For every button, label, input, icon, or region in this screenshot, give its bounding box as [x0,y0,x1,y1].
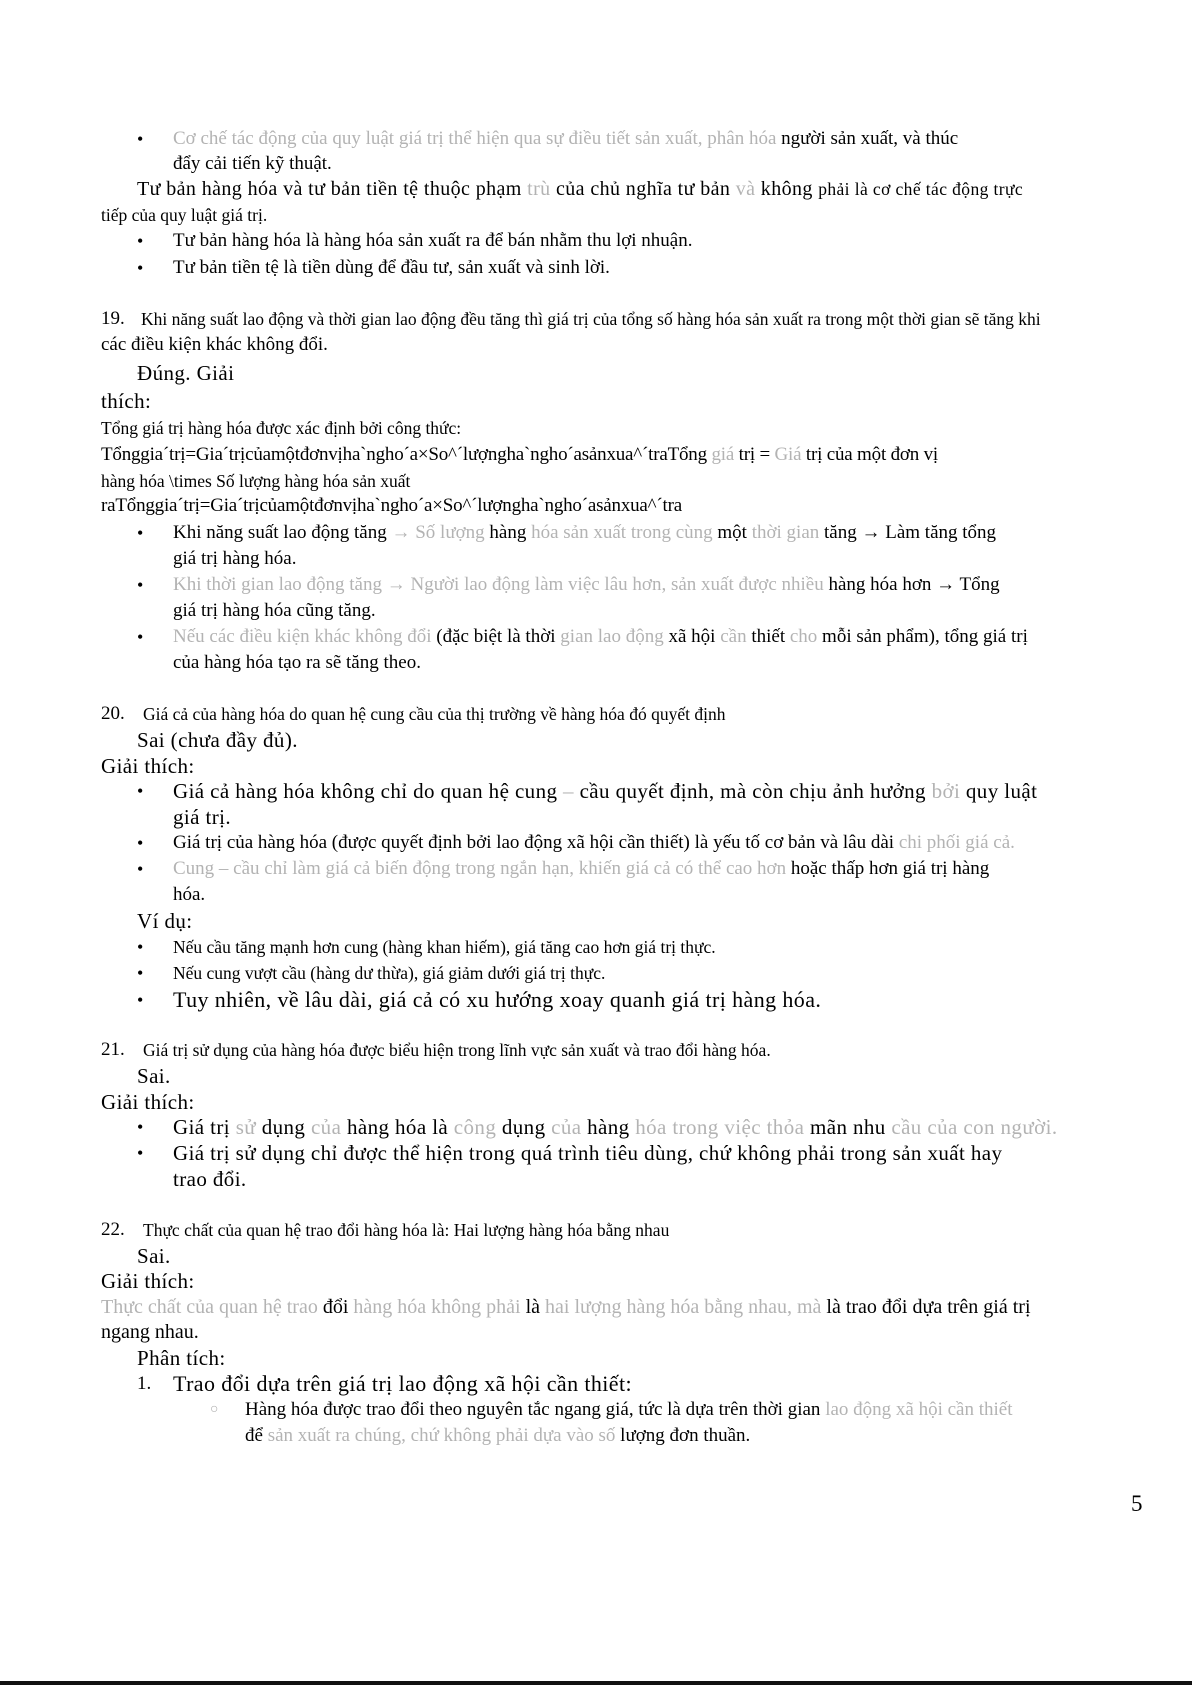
text-span: thiết [746,626,790,647]
faded-text: – [563,779,574,803]
text-line: Tuy nhiên, về lâu dài, giá cả có xu hướng xoay quanh giá trị hàng hóa. [173,987,822,1012]
text-span: tăng → Làm tăng tổng [819,522,997,543]
formula-line [101,443,938,467]
example-heading: Ví dụ: [137,909,193,933]
faded-text: hai lượng hàng hóa bằng nhau, mà [540,1296,827,1318]
faded-text: hàng hóa không phải [348,1296,526,1318]
text-span: hoặc thấp hơn giá trị hàng [790,858,990,879]
question-number: 22. [101,1219,125,1240]
text-line: đẩy cải tiến kỹ thuật. [173,153,332,174]
faded-text: cầu của con người. [891,1115,1058,1139]
analysis-heading: Phân tích: [137,1346,226,1370]
faded-text: công [453,1115,497,1139]
faded-text: và [735,178,756,200]
text-span: người sản xuất, và thúc [781,128,959,149]
bullet: • [137,1117,144,1137]
text-line [137,177,1023,201]
text-span: hàng hóa hơn → Tổng [828,574,1000,595]
text-line: Tư bản tiền tệ là tiền dùng để đầu tư, sản xuất và sinh lời. [173,257,610,278]
text-span: Khi năng suất lao động tăng [173,522,392,543]
text-span: dụng [496,1115,552,1139]
text-line: trao đổi. [173,1167,247,1191]
text-span: phải là cơ chế tác động trực [818,179,1024,199]
faded-text: của [551,1115,582,1139]
faded-text: → Số lượng [391,522,485,543]
text-line: ngang nhau. [101,1321,199,1343]
answer-label: Đúng. Giải [137,361,235,385]
faded-text: thời gian [751,522,820,543]
faded-text: Nếu các điều kiện khác không đổi [173,626,437,647]
text-line: hóa. [173,884,206,905]
text-span: hàng [484,522,532,543]
text-span: xã hội [663,626,721,647]
explanation-heading: thích: [101,389,152,413]
text-span: lượng đơn thuần. [615,1425,751,1446]
explanation-heading: Giải thích: [101,1090,195,1114]
faded-text: gian lao động [560,626,664,647]
faded-text: lao động xã hội cần thiết [825,1399,1013,1420]
question-text: Giá cả của hàng hóa do quan hệ cung cầu của thị trường về hàng hóa đó quyết định [143,704,726,724]
text-span: trị của một đơn vị [801,444,938,465]
text-line [173,831,1015,855]
bottom-border [0,1681,1192,1685]
page-number: 5 [1131,1491,1143,1516]
text-line [173,521,996,545]
text-line: Nếu cầu tăng mạnh hơn cung (hàng khan hiếm), giá tăng cao hơn giá trị thực. [173,937,716,957]
text-line: Nếu cung vượt cầu (hàng dư thừa), giá giảm dưới giá trị thực. [173,963,606,983]
bullet: • [137,129,144,149]
text-span: không [755,178,819,200]
text-span: mỗi sản phẩm), tổng giá trị [817,626,1028,647]
faded-text: bởi [931,779,961,803]
question-number: 21. [101,1039,125,1060]
text-line [173,1115,1058,1139]
question-text: Giá trị sử dụng của hàng hóa được biểu hiện trong lĩnh vực sản xuất và trao đổi hàng hóa. [143,1040,771,1060]
text-span: là trao đổi dựa trên giá trị [826,1296,1031,1318]
text-line: giá trị. [173,805,232,829]
bullet: • [137,627,144,647]
question-text: Khi năng suất lao động và thời gian lao động đều tăng thì giá trị của tổng số hàng hóa sản xuất ra trong một thời gian sẽ tăng khi [141,309,1041,329]
text-line: Tổng giá trị hàng hóa được xác định bởi công thức: [101,418,462,438]
faded-text: sử [235,1115,257,1139]
text-line: tiếp của quy luật giá trị. [101,205,268,225]
bullet: • [137,833,144,853]
text-line [173,857,989,881]
bullet: • [137,963,144,983]
text-line: giá trị hàng hóa. [173,548,297,569]
text-span: là [525,1296,541,1318]
text-span: Giá trị [173,1115,236,1139]
text-span: quy luật [960,779,1038,803]
explanation-heading: Giải thích: [101,754,195,778]
faded-text: cho [789,626,818,647]
formula-line: raTổnggia´trị=Gia´trịcủamộtđơnvịha`ngho´a×So^´lượngha`ngho´asảnxua^´tra [101,495,682,516]
faded-text: chi phối giá cả. [898,832,1015,853]
bullet: • [137,781,144,801]
text-line: của hàng hóa tạo ra sẽ tăng theo. [173,652,421,673]
faded-text: của [310,1115,342,1139]
faded-text: Cung – cầu chỉ làm giá cả biến động trong ngắn hạn, khiến giá cả có thể cao hơn [173,858,791,879]
answer-label: Sai. [137,1064,171,1088]
faded-text: trù [527,178,551,200]
bullet: • [137,859,144,879]
text-span: hàng [581,1115,636,1139]
answer-label: Sai (chưa đầy đủ). [137,728,298,752]
bullet: • [137,258,144,278]
text-span: cầu quyết định, mà còn chịu ảnh hưởng [573,779,932,803]
faded-text: cần [720,626,747,647]
question-number: 20. [101,703,125,724]
text-line: Tư bản hàng hóa là hàng hóa sản xuất ra để bán nhằm thu lợi nhuận. [173,230,693,251]
text-line: Giá trị sử dụng chỉ được thể hiện trong quá trình tiêu dùng, chứ không phải trong sản xuất hay [173,1141,1003,1165]
text-line: giá trị hàng hóa cũng tăng. [173,600,376,621]
circle-bullet-icon: ○ [210,1402,219,1417]
text-line [245,1398,1013,1422]
faded-text: Cơ chế tác động của quy luật giá trị thể hiện qua sự điều tiết sản xuất, phân hóa [173,128,782,149]
text-span: dụng [256,1115,311,1139]
text-span: Giá cả hàng hóa không chỉ do quan hệ cung [173,779,564,803]
text-span: Tư bản hàng hóa và tư bản tiền tệ thuộc phạm [137,178,528,200]
text-span: đổi [322,1296,349,1318]
text-span: hàng hóa là [341,1115,454,1139]
list-item-heading: Trao đổi dựa trên giá trị lao động xã hội cần thiết: [173,1371,632,1396]
bullet: • [137,231,144,251]
bullet: • [137,575,144,595]
faded-text: hóa sản xuất trong cùng [531,522,713,543]
bullet: • [137,1143,144,1163]
text-span: trị = [734,444,775,465]
text-span: của chủ nghĩa tư bản [550,178,736,200]
text-span: Hàng hóa được trao đổi theo nguyên tắc ngang giá, tức là dựa trên thời gian [245,1399,826,1420]
faded-text: giá [711,444,735,465]
text-line [173,127,958,151]
question-text: các điều kiện khác không đổi. [101,334,328,355]
list-number: 1. [137,1373,152,1394]
text-line [173,573,1000,597]
question-text: Thực chất của quan hệ trao đổi hàng hóa là: Hai lượng hàng hóa bằng nhau [143,1220,670,1240]
faded-text: sản xuất ra chúng, chứ không phải dựa vào số [267,1425,616,1446]
text-span: Tổnggia´trị=Gia´trịcủamộtđơnvịha`ngho´a×So^´lượngha`ngho´asảnxua^´traTổng [101,444,712,465]
bullet: • [137,937,144,957]
faded-text: Khi thời gian lao động tăng → Người lao động làm việc lâu hơn, sản xuất được nhiều [173,574,829,595]
faded-text: hóa trong việc thỏa [635,1115,805,1139]
text-span: mãn nhu [804,1115,892,1139]
faded-text: Thực chất của quan hệ trao [101,1296,323,1318]
explanation-heading: Giải thích: [101,1269,195,1293]
bullet: • [137,523,144,543]
faded-text: Giá [774,444,802,465]
text-span: để [245,1425,268,1446]
text-line [245,1424,750,1448]
text-span: một [712,522,752,543]
text-line [101,1295,1031,1319]
question-number: 19. [101,308,125,329]
formula-line: hàng hóa \times Số lượng hàng hóa sản xuất [101,471,411,491]
text-line [173,625,1028,649]
text-span: (đặc biệt là thời [436,626,561,647]
text-span: Giá trị của hàng hóa (được quyết định bởi lao động xã hội cần thiết) là yếu tố cơ bản và lâu dài [173,832,899,853]
bullet: • [137,990,144,1010]
answer-label: Sai. [137,1244,171,1268]
text-line [173,779,1037,803]
